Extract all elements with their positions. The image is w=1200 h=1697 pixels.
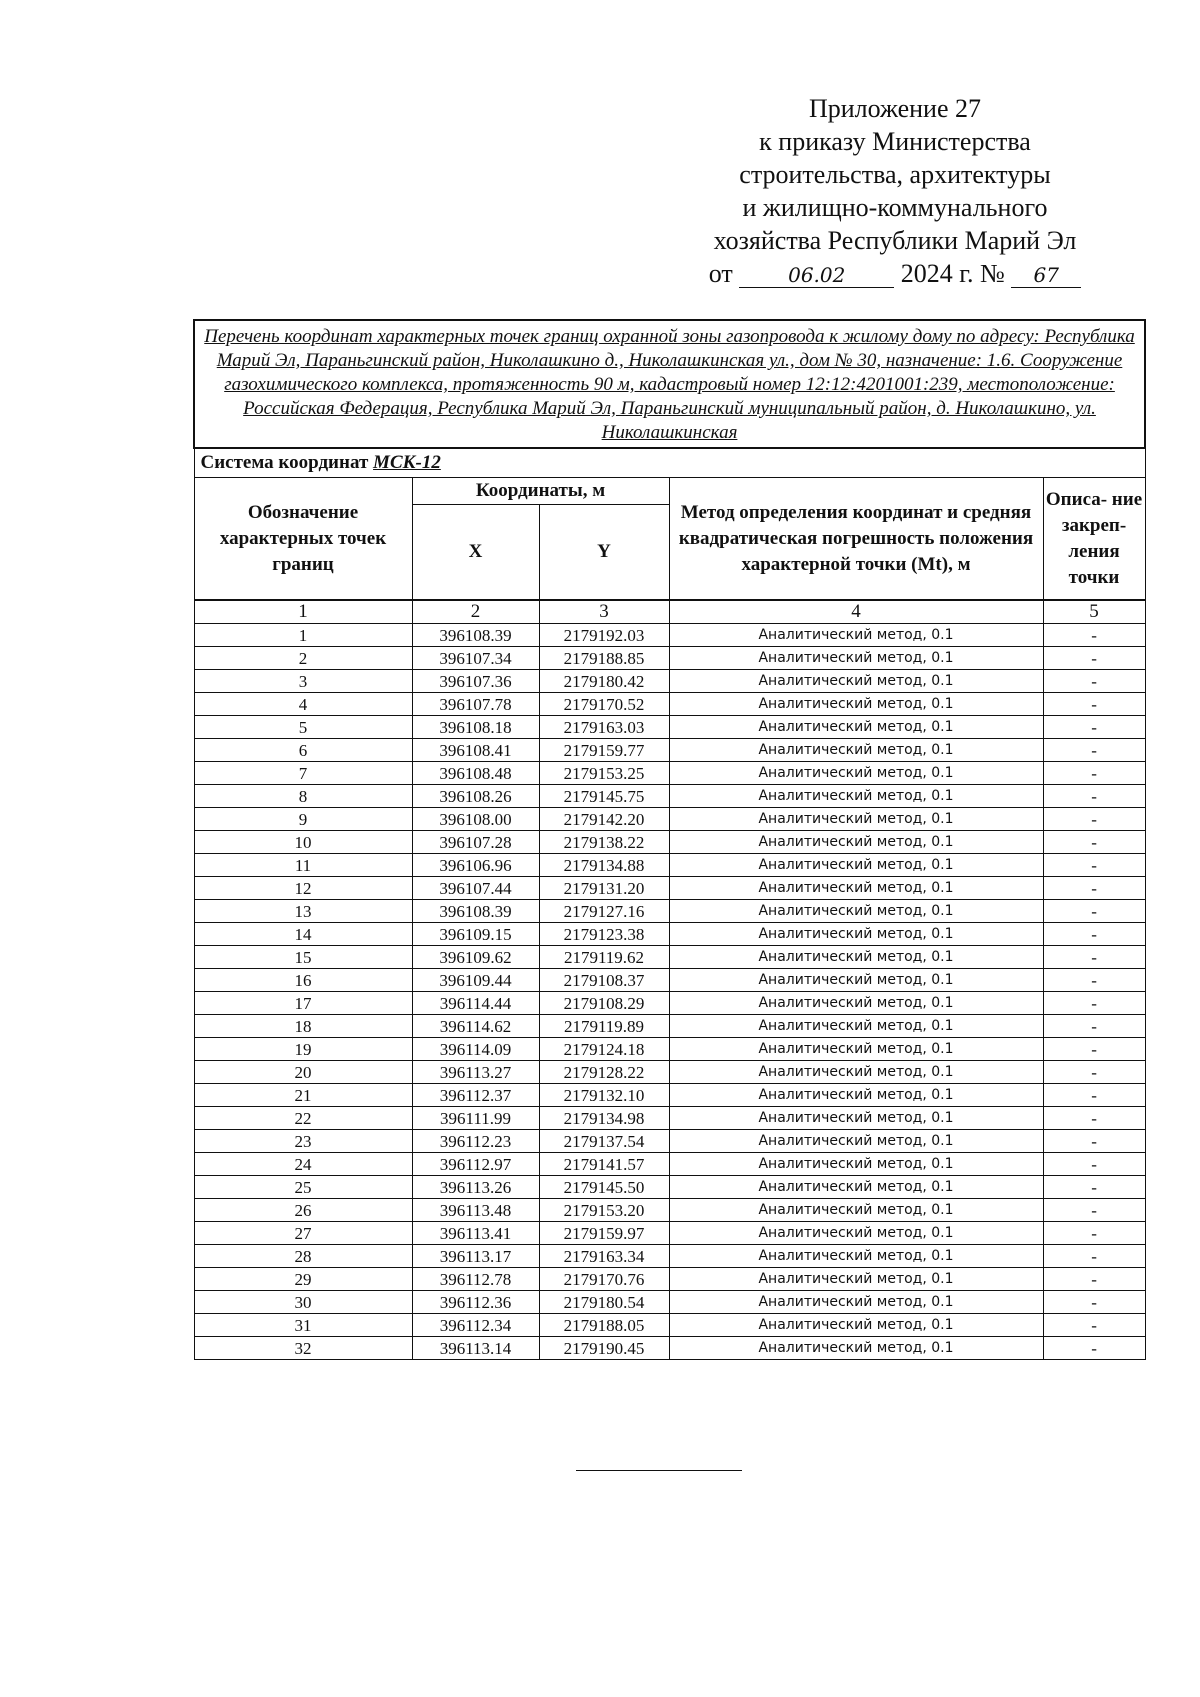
table-row (194, 1153, 1145, 1176)
header-method: Метод определения координат и средняя квадратическая погрешность положения характерной точки (Mt), м (669, 478, 1043, 601)
table-row (194, 1130, 1145, 1153)
point-number: 18 (194, 1015, 412, 1038)
method-cell: Аналитический метод, 0.1 (669, 808, 1043, 831)
description-cell: - (1043, 1015, 1145, 1038)
coordinate-system (194, 448, 1145, 478)
description-cell: - (1043, 1222, 1145, 1245)
description-cell: - (1043, 854, 1145, 877)
method-cell: Аналитический метод, 0.1 (669, 624, 1043, 647)
method-cell: Аналитический метод, 0.1 (669, 1337, 1043, 1360)
description-cell: - (1043, 992, 1145, 1015)
method-cell: Аналитический метод, 0.1 (669, 1222, 1043, 1245)
description-cell: - (1043, 624, 1145, 647)
x-coordinate: 396113.48 (412, 1199, 539, 1222)
document-header (660, 92, 1130, 290)
method-cell: Аналитический метод, 0.1 (669, 716, 1043, 739)
y-coordinate: 2179170.52 (539, 693, 669, 716)
y-coordinate: 2179153.20 (539, 1199, 669, 1222)
description-cell: - (1043, 670, 1145, 693)
point-number: 24 (194, 1153, 412, 1176)
method-cell: Аналитический метод, 0.1 (669, 739, 1043, 762)
x-coordinate: 396113.26 (412, 1176, 539, 1199)
description-cell: - (1043, 1314, 1145, 1337)
description-cell: - (1043, 900, 1145, 923)
y-coordinate: 2179145.75 (539, 785, 669, 808)
table-row (194, 992, 1145, 1015)
x-coordinate: 396107.34 (412, 647, 539, 670)
method-cell: Аналитический метод, 0.1 (669, 1291, 1043, 1314)
description-cell: - (1043, 739, 1145, 762)
x-coordinate: 396108.18 (412, 716, 539, 739)
header-line: Приложение 27 (808, 94, 982, 123)
table-row (194, 923, 1145, 946)
table-row (194, 693, 1145, 716)
description-cell: - (1043, 1291, 1145, 1314)
x-coordinate: 396112.36 (412, 1291, 539, 1314)
y-coordinate: 2179142.20 (539, 808, 669, 831)
x-coordinate: 396112.97 (412, 1153, 539, 1176)
point-number: 21 (194, 1084, 412, 1107)
table-row (194, 1245, 1145, 1268)
y-coordinate: 2179159.97 (539, 1222, 669, 1245)
x-coordinate: 396114.44 (412, 992, 539, 1015)
x-coordinate: 396112.34 (412, 1314, 539, 1337)
table-row (194, 647, 1145, 670)
table-row (194, 1038, 1145, 1061)
footer-divider (576, 1470, 742, 1471)
y-coordinate: 2179137.54 (539, 1130, 669, 1153)
point-number: 2 (194, 647, 412, 670)
handwritten-date: 06.02 (739, 263, 894, 288)
method-cell: Аналитический метод, 0.1 (669, 900, 1043, 923)
point-number: 16 (194, 969, 412, 992)
description-cell: - (1043, 785, 1145, 808)
table-row (194, 900, 1145, 923)
x-coordinate: 396114.09 (412, 1038, 539, 1061)
header-line: хозяйства Республики Марий Эл (713, 226, 1077, 255)
y-coordinate: 2179119.89 (539, 1015, 669, 1038)
table-row (194, 1314, 1145, 1337)
handwritten-order-number: 67 (1011, 263, 1081, 288)
description-cell: - (1043, 1084, 1145, 1107)
y-coordinate: 2179180.42 (539, 670, 669, 693)
description-cell: - (1043, 969, 1145, 992)
point-number: 10 (194, 831, 412, 854)
table-row (194, 716, 1145, 739)
date-suffix: 2024 г. № (900, 259, 1005, 288)
x-coordinate: 396107.28 (412, 831, 539, 854)
header-line: строительства, архитектуры (739, 160, 1051, 189)
y-coordinate: 2179188.05 (539, 1314, 669, 1337)
x-coordinate: 396113.27 (412, 1061, 539, 1084)
method-cell: Аналитический метод, 0.1 (669, 1015, 1043, 1038)
description-cell: - (1043, 1245, 1145, 1268)
description-cell: - (1043, 1337, 1145, 1360)
y-coordinate: 2179124.18 (539, 1038, 669, 1061)
description-cell: - (1043, 1199, 1145, 1222)
description-cell: - (1043, 693, 1145, 716)
method-cell: Аналитический метод, 0.1 (669, 1084, 1043, 1107)
table-row (194, 1061, 1145, 1084)
point-number: 27 (194, 1222, 412, 1245)
point-number: 15 (194, 946, 412, 969)
method-cell: Аналитический метод, 0.1 (669, 1130, 1043, 1153)
y-coordinate: 2179163.03 (539, 716, 669, 739)
y-coordinate: 2179108.29 (539, 992, 669, 1015)
point-number: 12 (194, 877, 412, 900)
method-cell: Аналитический метод, 0.1 (669, 785, 1043, 808)
description-cell: - (1043, 1268, 1145, 1291)
method-cell: Аналитический метод, 0.1 (669, 877, 1043, 900)
coordinates-table (193, 319, 1146, 1360)
description-cell: - (1043, 877, 1145, 900)
table-row (194, 1222, 1145, 1245)
description-cell: - (1043, 946, 1145, 969)
method-cell: Аналитический метод, 0.1 (669, 762, 1043, 785)
table-row (194, 785, 1145, 808)
header-x: X (412, 505, 539, 601)
method-cell: Аналитический метод, 0.1 (669, 1038, 1043, 1061)
x-coordinate: 396108.39 (412, 900, 539, 923)
column-number: 3 (539, 600, 669, 624)
x-coordinate: 396107.78 (412, 693, 539, 716)
point-number: 31 (194, 1314, 412, 1337)
header-y: Y (539, 505, 669, 601)
point-number: 1 (194, 624, 412, 647)
description-cell: - (1043, 831, 1145, 854)
point-number: 8 (194, 785, 412, 808)
y-coordinate: 2179128.22 (539, 1061, 669, 1084)
x-coordinate: 396113.17 (412, 1245, 539, 1268)
order-date-line (660, 257, 1130, 290)
method-cell: Аналитический метод, 0.1 (669, 831, 1043, 854)
point-number: 5 (194, 716, 412, 739)
description-cell: - (1043, 1153, 1145, 1176)
point-number: 28 (194, 1245, 412, 1268)
table-row (194, 877, 1145, 900)
column-number: 2 (412, 600, 539, 624)
y-coordinate: 2179132.10 (539, 1084, 669, 1107)
x-coordinate: 396113.41 (412, 1222, 539, 1245)
point-number: 30 (194, 1291, 412, 1314)
table-row (194, 969, 1145, 992)
table-row (194, 808, 1145, 831)
point-number: 14 (194, 923, 412, 946)
y-coordinate: 2179108.37 (539, 969, 669, 992)
column-number-row (194, 600, 1145, 624)
x-coordinate: 396109.15 (412, 923, 539, 946)
y-coordinate: 2179123.38 (539, 923, 669, 946)
table-row (194, 1291, 1145, 1314)
table-row (194, 762, 1145, 785)
method-cell: Аналитический метод, 0.1 (669, 946, 1043, 969)
header-coordinates: Координаты, м (412, 478, 669, 505)
y-coordinate: 2179180.54 (539, 1291, 669, 1314)
table-row (194, 670, 1145, 693)
table-row (194, 739, 1145, 762)
method-cell: Аналитический метод, 0.1 (669, 1199, 1043, 1222)
y-coordinate: 2179153.25 (539, 762, 669, 785)
y-coordinate: 2179170.76 (539, 1268, 669, 1291)
method-cell: Аналитический метод, 0.1 (669, 854, 1043, 877)
x-coordinate: 396107.36 (412, 670, 539, 693)
y-coordinate: 2179134.88 (539, 854, 669, 877)
header-line: к приказу Министерства (759, 127, 1031, 156)
method-cell: Аналитический метод, 0.1 (669, 670, 1043, 693)
x-coordinate: 396106.96 (412, 854, 539, 877)
x-coordinate: 396108.26 (412, 785, 539, 808)
y-coordinate: 2179163.34 (539, 1245, 669, 1268)
y-coordinate: 2179141.57 (539, 1153, 669, 1176)
description-cell: - (1043, 716, 1145, 739)
description-cell: - (1043, 647, 1145, 670)
method-cell: Аналитический метод, 0.1 (669, 1176, 1043, 1199)
point-number: 6 (194, 739, 412, 762)
point-number: 29 (194, 1268, 412, 1291)
x-coordinate: 396112.78 (412, 1268, 539, 1291)
method-cell: Аналитический метод, 0.1 (669, 1061, 1043, 1084)
table-row (194, 946, 1145, 969)
method-cell: Аналитический метод, 0.1 (669, 693, 1043, 716)
point-number: 9 (194, 808, 412, 831)
method-cell: Аналитический метод, 0.1 (669, 969, 1043, 992)
table-row (194, 624, 1145, 647)
point-number: 13 (194, 900, 412, 923)
point-number: 3 (194, 670, 412, 693)
column-number: 5 (1043, 600, 1145, 624)
method-cell: Аналитический метод, 0.1 (669, 1268, 1043, 1291)
point-number: 7 (194, 762, 412, 785)
date-prefix: от (708, 259, 733, 288)
table-row (194, 1015, 1145, 1038)
y-coordinate: 2179119.62 (539, 946, 669, 969)
y-coordinate: 2179190.45 (539, 1337, 669, 1360)
x-coordinate: 396113.14 (412, 1337, 539, 1360)
point-number: 17 (194, 992, 412, 1015)
coordinate-system-value: МСК-12 (373, 452, 441, 473)
x-coordinate: 396112.37 (412, 1084, 539, 1107)
point-number: 26 (194, 1199, 412, 1222)
column-number: 1 (194, 600, 412, 624)
y-coordinate: 2179134.98 (539, 1107, 669, 1130)
x-coordinate: 396111.99 (412, 1107, 539, 1130)
method-cell: Аналитический метод, 0.1 (669, 1107, 1043, 1130)
header-point: Обозначение характерных точек границ (194, 478, 412, 601)
table-row (194, 1337, 1145, 1360)
y-coordinate: 2179188.85 (539, 647, 669, 670)
y-coordinate: 2179127.16 (539, 900, 669, 923)
description-cell: - (1043, 1130, 1145, 1153)
method-cell: Аналитический метод, 0.1 (669, 923, 1043, 946)
x-coordinate: 396112.23 (412, 1130, 539, 1153)
column-number: 4 (669, 600, 1043, 624)
x-coordinate: 396107.44 (412, 877, 539, 900)
method-cell: Аналитический метод, 0.1 (669, 1153, 1043, 1176)
point-number: 32 (194, 1337, 412, 1360)
x-coordinate: 396108.39 (412, 624, 539, 647)
x-coordinate: 396108.00 (412, 808, 539, 831)
method-cell: Аналитический метод, 0.1 (669, 1314, 1043, 1337)
y-coordinate: 2179159.77 (539, 739, 669, 762)
x-coordinate: 396114.62 (412, 1015, 539, 1038)
table-body (194, 624, 1145, 1360)
y-coordinate: 2179192.03 (539, 624, 669, 647)
y-coordinate: 2179145.50 (539, 1176, 669, 1199)
method-cell: Аналитический метод, 0.1 (669, 992, 1043, 1015)
table-row (194, 854, 1145, 877)
table-row (194, 1199, 1145, 1222)
y-coordinate: 2179131.20 (539, 877, 669, 900)
description-cell: - (1043, 923, 1145, 946)
method-cell: Аналитический метод, 0.1 (669, 647, 1043, 670)
description-cell: - (1043, 762, 1145, 785)
table-row (194, 1107, 1145, 1130)
description-cell: - (1043, 1176, 1145, 1199)
x-coordinate: 396109.62 (412, 946, 539, 969)
point-number: 25 (194, 1176, 412, 1199)
point-number: 11 (194, 854, 412, 877)
point-number: 23 (194, 1130, 412, 1153)
point-number: 22 (194, 1107, 412, 1130)
table-row (194, 1268, 1145, 1291)
description-cell: - (1043, 808, 1145, 831)
coordinate-system-label: Система координат (200, 452, 369, 473)
x-coordinate: 396108.41 (412, 739, 539, 762)
y-coordinate: 2179138.22 (539, 831, 669, 854)
table-title: Перечень координат характерных точек границ охранной зоны газопровода к жилому дому по адресу: Республика Марий Эл, Параньгинский район, Николашкино д., Николашкинская ул., дом № 30, назначение: 1.6. Сооружение газохимического комплекса, протяженность 90 м, кадастровый номер 12:12:4201001:239, местоположение: Российская Федерация, Республика Марий Эл, Параньгинский муниципальный район, д. Николашкино, ул. Николашкинская (194, 320, 1145, 448)
x-coordinate: 396108.48 (412, 762, 539, 785)
description-cell: - (1043, 1107, 1145, 1130)
point-number: 19 (194, 1038, 412, 1061)
method-cell: Аналитический метод, 0.1 (669, 1245, 1043, 1268)
table-row (194, 1176, 1145, 1199)
description-cell: - (1043, 1061, 1145, 1084)
table-row (194, 1084, 1145, 1107)
table-row (194, 831, 1145, 854)
point-number: 4 (194, 693, 412, 716)
header-line: и жилищно-коммунального (742, 193, 1048, 222)
header-description: Описа- ние закреп- ления точки (1043, 478, 1145, 601)
description-cell: - (1043, 1038, 1145, 1061)
point-number: 20 (194, 1061, 412, 1084)
x-coordinate: 396109.44 (412, 969, 539, 992)
